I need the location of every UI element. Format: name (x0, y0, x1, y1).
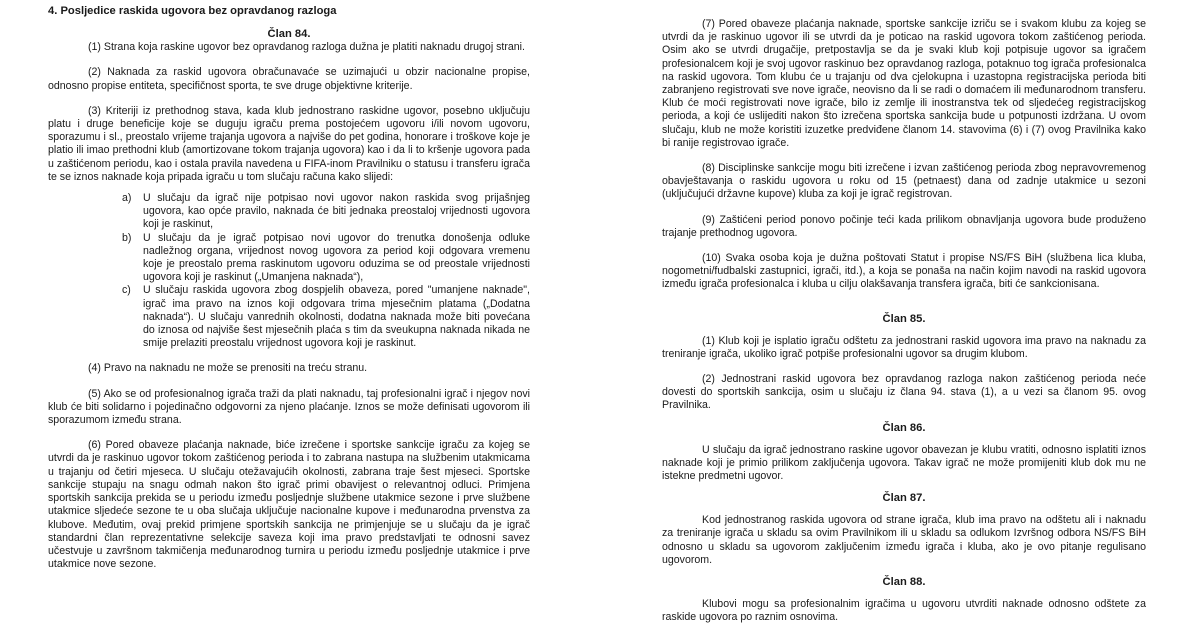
list-item (122, 192, 530, 232)
paragraph-84-6: (6) Pored obaveze plaćanja naknade, biće izrečene i sportske sankcije igraču za kojeg se utvrdi da je raskinuo ugovor tokom zaštićenog perioda i to zabrana nastupa na službenim utakmicama u trajanju od četiri mjeseca. U slučaju otežavajućih okolnosti, zabrana traje šest mjeseci. Sportske sankcije stupaju na snagu odmah nakon što igrač primi obavijest o relevantnoj odluci. Primjena sportskih sankcija prekida se u periodu između posljednje službene utakmice sezone i prve službene utakmice sljedeće sezone te u oba slučaja uključuje nacionalne kupove i međunarodna prvenstva za klubove. Međutim, ovaj prekid primjene sportskih sankcija ne primjenjuje se u slučaju da je igrač standardni član reprezentativne selekcije saveza koji ima pravo predstavljati te odnosni savez učestvuje u završnom takmičenja međunarodnog turnira u periodu između posljednje utakmice i prve utakmice nove sezone. (48, 439, 530, 571)
article-85-heading: Član 85. (882, 312, 926, 325)
paragraph-84-8: (8) Disciplinske sankcije mogu biti izrečene i izvan zaštićenog perioda zbog nepravovremenog obavještavanja o raskidu ugovora u roku od 15 (petnaest) dana od zadnje utakmice u sezoni (uključujući državne kupove) kluba za koji je igrač registrovan. (662, 162, 1146, 201)
paragraph-84-7: (7) Pored obaveze plaćanja naknade, sportske sankcije izriču se i svakom klubu za kojeg se utvrdi da je raskinuo ugovor ili se utvrdi da je poticao na raskid ugovora tokom zaštićenog perioda. Osim ako se utvrdi drugačije, pretpostavlja se da je svaki klub koji potpisuje ugovor sa igračem profesionalcem koji je svoj ugovor raskinuo bez opravdanog razloga, potaknuo tog igrača profesionalca na raskid ugovora. Tom klubu će u trajanju od dva cjelokupna i uzastopna registracijska perioda biti zabranjeno registrovati sve nove igrače, neovisno da li se radi o domaćem ili međunarodnom transferu. Klub će moći registrovati nove igrače, bilo iz zemlje ili inostranstva tek od sljedećeg registracijskog perioda, a koji će uslijediti nakon što izrečena sportska sankcija bude u potpunosti izdržana. U ovom slučaju, klub ne može koristiti izuzetke predviđene članom 14. stavovima (6) i (7) ovog Pravilnika kako bi ranije registrovao igrače. (662, 18, 1146, 149)
paragraph-84-4: (4) Pravo na naknadu ne može se prenositi na treću stranu. (88, 362, 368, 375)
paragraph-86-1: U slučaju da igrač jednostrano raskine ugovor obavezan je klubu vratiti, odnosno isplatiti iznos naknade koji je primio prilikom zaključenja ugovora. Takav igrač ne može promijeniti klub dok mu ne istekne predmetni ugovor. (662, 443, 1146, 483)
list-marker: c) (122, 284, 131, 297)
article-88-heading: Član 88. (882, 576, 926, 589)
list-marker: b) (122, 231, 132, 244)
article-86-heading: Član 86. (882, 421, 926, 434)
list-item-text: U slučaju da igrač nije potpisao novi ugovor nakon raskida svog prijašnjeg ugovora, kao opće pravilo, naknada će biti jednaka preostaloj vrijednosti ugovora koji je raskinut, (143, 192, 530, 231)
article-87-heading: Član 87. (882, 492, 926, 505)
paragraph-84-3: (3) Kriteriji iz prethodnog stava, kada klub jednostrano raskidne ugovor, posebno uključuju platu i druge beneficije koje se duguju igraču prema postojećem ugovoru i/ili novom ugovoru, sporazumu i sl., preostalo vrijeme trajanja ugovora a najviše do pet godina, honorare i troškove koje je platio ili imao prethodni klub (amortizovane tokom trajanja ugovora) kao i da li to kršenje ugovora pada u zaštićenom periodu, kao i ostala pravila navedena u FIFA-inom Pravilniku o statusu i transferu igrača te se iznos naknade koja pripada igraču u tom slučaju računa kako slijedi: (48, 104, 530, 183)
section-title: 4. Posljedice raskida ugovora bez opravdanog razloga (48, 5, 337, 17)
right-column (662, 0, 1146, 625)
criteria-list (48, 192, 530, 350)
paragraph-84-9: (9) Zaštićeni period ponovo počinje teći kada prilikom obnavljanja ugovora bude produženo trajanje prethodnog ugovora. (662, 213, 1146, 239)
paragraph-84-5: (5) Ako se od profesionalnog igrača traži da plati naknadu, taj profesionalni igrač i njegov novi klub će biti solidarno i pojedinačno odgovorni za njeno plaćanje. Iznos se može definisati ugovorom ili sporazumom između strana. (48, 387, 530, 427)
paragraph-88-1: Klubovi mogu sa profesionalnim igračima u ugovoru utvrditi naknade odnosno odštete za raskide ugovora po raznim osnovima. (662, 598, 1146, 624)
article-84-heading: Član 84. (267, 28, 311, 41)
paragraph-84-1: (1) Strana koja raskine ugovor bez opravdanog razloga dužna je platiti naknadu drugoj strani. (88, 41, 525, 54)
list-item-text: U slučaju da je igrač potpisao novi ugovor do trenutka donošenja odluke nadležnog organa, vrijednost novog ugovora za period koji odgovara vremenu koje je preostalo prema raskinutom ugovoru oduzima se od preostale vrijednosti ugovora koji je raskinut („Umanjena naknada“), (143, 231, 530, 284)
paragraph-87-1: Kod jednostranog raskida ugovora od strane igrača, klub ima pravo na odštetu ali i naknadu za treniranje igrača u skladu sa ovim Pravilnikom ili u skladu sa odlukom Izvršnog odbora NS/FS BiH odnosno u skladu sa ugovorom zaključenim između igrača i kluba, ako je ovo pitanje regulisano ugovorom. (662, 514, 1146, 566)
list-item-text: U slučaju raskida ugovora zbog dospjelih obaveza, pored "umanjene naknade", igrač ima pravo na iznos koji odgovara trima mjesečnim platama („Dodatna naknada“). U slučaju vanrednih okolnosti, dodatna naknada može biti povećana do iznosa od najviše šest mjesečnih plaća s tim da sveukupna naknada nikada ne smije prelaziti preostalu vrijednost ugovora koji je raskinut. (143, 284, 530, 350)
list-item (122, 232, 530, 285)
paragraph-85-1: (1) Klub koji je isplatio igraču odštetu za jednostrani raskid ugovora ima pravo na naknadu za treniranje igrača, ukoliko igrač potpiše profesionalni ugovor sa drugim klubom. (662, 334, 1146, 360)
paragraph-85-2: (2) Jednostrani raskid ugovora bez opravdanog razloga nakon zaštićenog perioda neće dovesti do sportskih sankcija, osim u slučaju iz člana 94. stava (1), a u vezi sa članom 95. ovog Pravilnika. (662, 373, 1146, 412)
list-marker: a) (122, 192, 132, 205)
list-item (122, 284, 530, 350)
left-column (48, 0, 530, 571)
paragraph-84-10: (10) Svaka osoba koja je dužna poštovati Statut i propise NS/FS BiH (službena lica kluba, nogometni/fudbalski zastupnici, igrači, itd.), a koja se ponaša na način kojim navodi na raskid ugovora između igrača profesionalca i kluba u cilju olakšavanja transfera igrača, biti će sankcionisana. (662, 252, 1146, 291)
paragraph-84-2: (2) Naknada za raskid ugovora obračunavaće se uzimajući u obzir nacionalne propise, odnosno propise entiteta, specifičnost sporta, te sve druge objektivne kriterije. (48, 66, 530, 92)
